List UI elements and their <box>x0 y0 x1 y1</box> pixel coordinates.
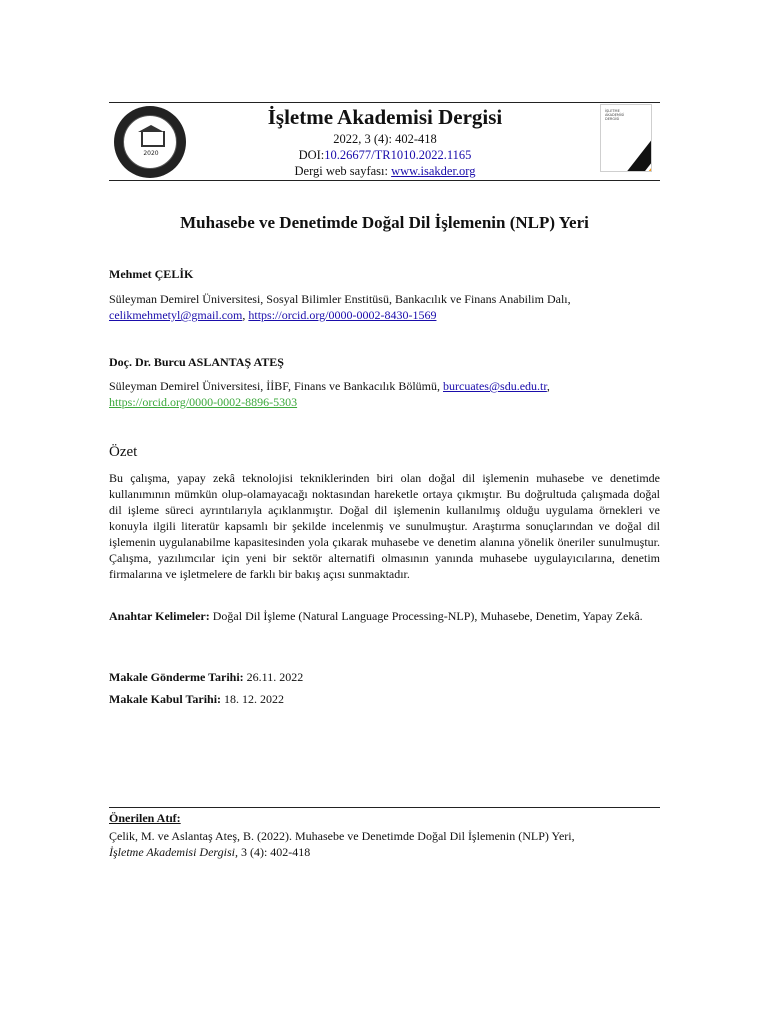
abstract-text: Bu çalışma, yapay zekâ teknolojisi tekniklerinden biri olan doğal dil işlemenin muhasebe ve denetimde kullanımının mümkün olup-olamayacağı noktasından hareketle ortaya çıkmıştır. Bu doğrultuda çalışmada doğal dil işleme süreci ayrıntılarıyla açıklanmıştır. Doğal dil işlemenin kullanılmış olduğu uygulama örnekleri ve konuyla ilgili literatür kapsamlı bir şekilde incelenmiş ve sunulmuştur. Araştırma sonuçlarından ve doğal dil işlemenin uygulanabilme kapasitesinden yola çıkarak muhasebe ve denetim alanına yönelik öneriler sunulmuştur. Çalışma, yazılımcılar için yeni bir sektör alternatifi olmasının yanında muhasebe uygulayıcılarına, denetim firmalarına ve işletmelere de farklı bir bakış açısı sunmaktadır. <box>109 471 660 581</box>
submission-label: Makale Gönderme Tarihi: <box>109 670 244 684</box>
citation-issue: 3 (4): 402-418 <box>237 845 311 859</box>
author-2-email-link[interactable]: burcuates@sdu.edu.tr <box>443 379 547 393</box>
submission-date: 26.11. 2022 <box>243 670 304 684</box>
logo-year: 2020 <box>143 150 159 157</box>
cover-title: İŞLETME AKADEMİSİ DERGİSİ <box>605 109 625 121</box>
keywords-text: Doğal Dil İşleme (Natural Language Processing-NLP), Muhasebe, Denetim, Yapay Zekâ. <box>209 609 643 623</box>
citation-rule <box>109 807 660 808</box>
article-title: Muhasebe ve Denetimde Doğal Dil İşlemenin (NLP) Yeri <box>180 213 589 232</box>
acceptance-date-line <box>109 691 660 707</box>
author-1-affiliation: Süleyman Demirel Üniversitesi, Sosyal Bilimler Enstitüsü, Bankacılık ve Finans Anabilim Dalı, <box>109 292 571 306</box>
citation-heading: Önerilen Atıf: <box>109 811 181 825</box>
abstract-heading: Özet <box>109 444 138 460</box>
author-2-orcid-link[interactable]: https://orcid.org/0000-0002-8896-5303 <box>109 395 298 409</box>
header-top-rule <box>109 102 660 103</box>
author-1-separator: , <box>242 308 249 322</box>
volume-line: 2022, 3 (4): 402-418 <box>333 132 437 146</box>
doi-line <box>160 148 610 163</box>
acceptance-date: 18. 12. 2022 <box>221 692 285 706</box>
doi-label: DOI: <box>298 148 325 162</box>
submission-date-line <box>109 669 660 685</box>
keywords <box>109 608 660 624</box>
acceptance-label: Makale Kabul Tarihi: <box>109 692 222 706</box>
doi-link[interactable]: 10.26677/TR1010.2022.1165 <box>324 148 472 162</box>
author-1-orcid-link[interactable]: https://orcid.org/0000-0002-8430-1569 <box>248 308 437 322</box>
author-2-name: Doç. Dr. Burcu ASLANTAŞ ATEŞ <box>109 355 284 369</box>
journal-title: İşletme Akademisi Dergisi <box>267 105 503 129</box>
header-bottom-rule <box>109 180 660 181</box>
journal-cover-thumbnail <box>600 104 652 172</box>
citation-text <box>109 828 660 860</box>
author-2-separator: , <box>546 379 550 393</box>
author-1-email-link[interactable]: celikmehmetyl@gmail.com <box>109 308 243 322</box>
website-label: Dergi web sayfası: <box>294 164 392 178</box>
website-link[interactable]: www.isakder.org <box>391 164 476 178</box>
author-1-affiliation-block <box>109 291 660 323</box>
keywords-label: Anahtar Kelimeler: <box>109 609 210 623</box>
website-line <box>160 164 610 179</box>
citation-body: Çelik, M. ve Aslantaş Ateş, B. (2022). Muhasebe ve Denetimde Doğal Dil İşlemenin (NLP) Yeri, <box>109 829 575 843</box>
author-2-affiliation: Süleyman Demirel Üniversitesi, İİBF, Finans ve Bankacılık Bölümü, <box>109 379 443 393</box>
author-1-name: Mehmet ÇELİK <box>109 267 194 281</box>
citation-journal: İşletme Akademisi Dergisi, <box>109 845 238 859</box>
author-2-affiliation-block <box>109 378 660 410</box>
